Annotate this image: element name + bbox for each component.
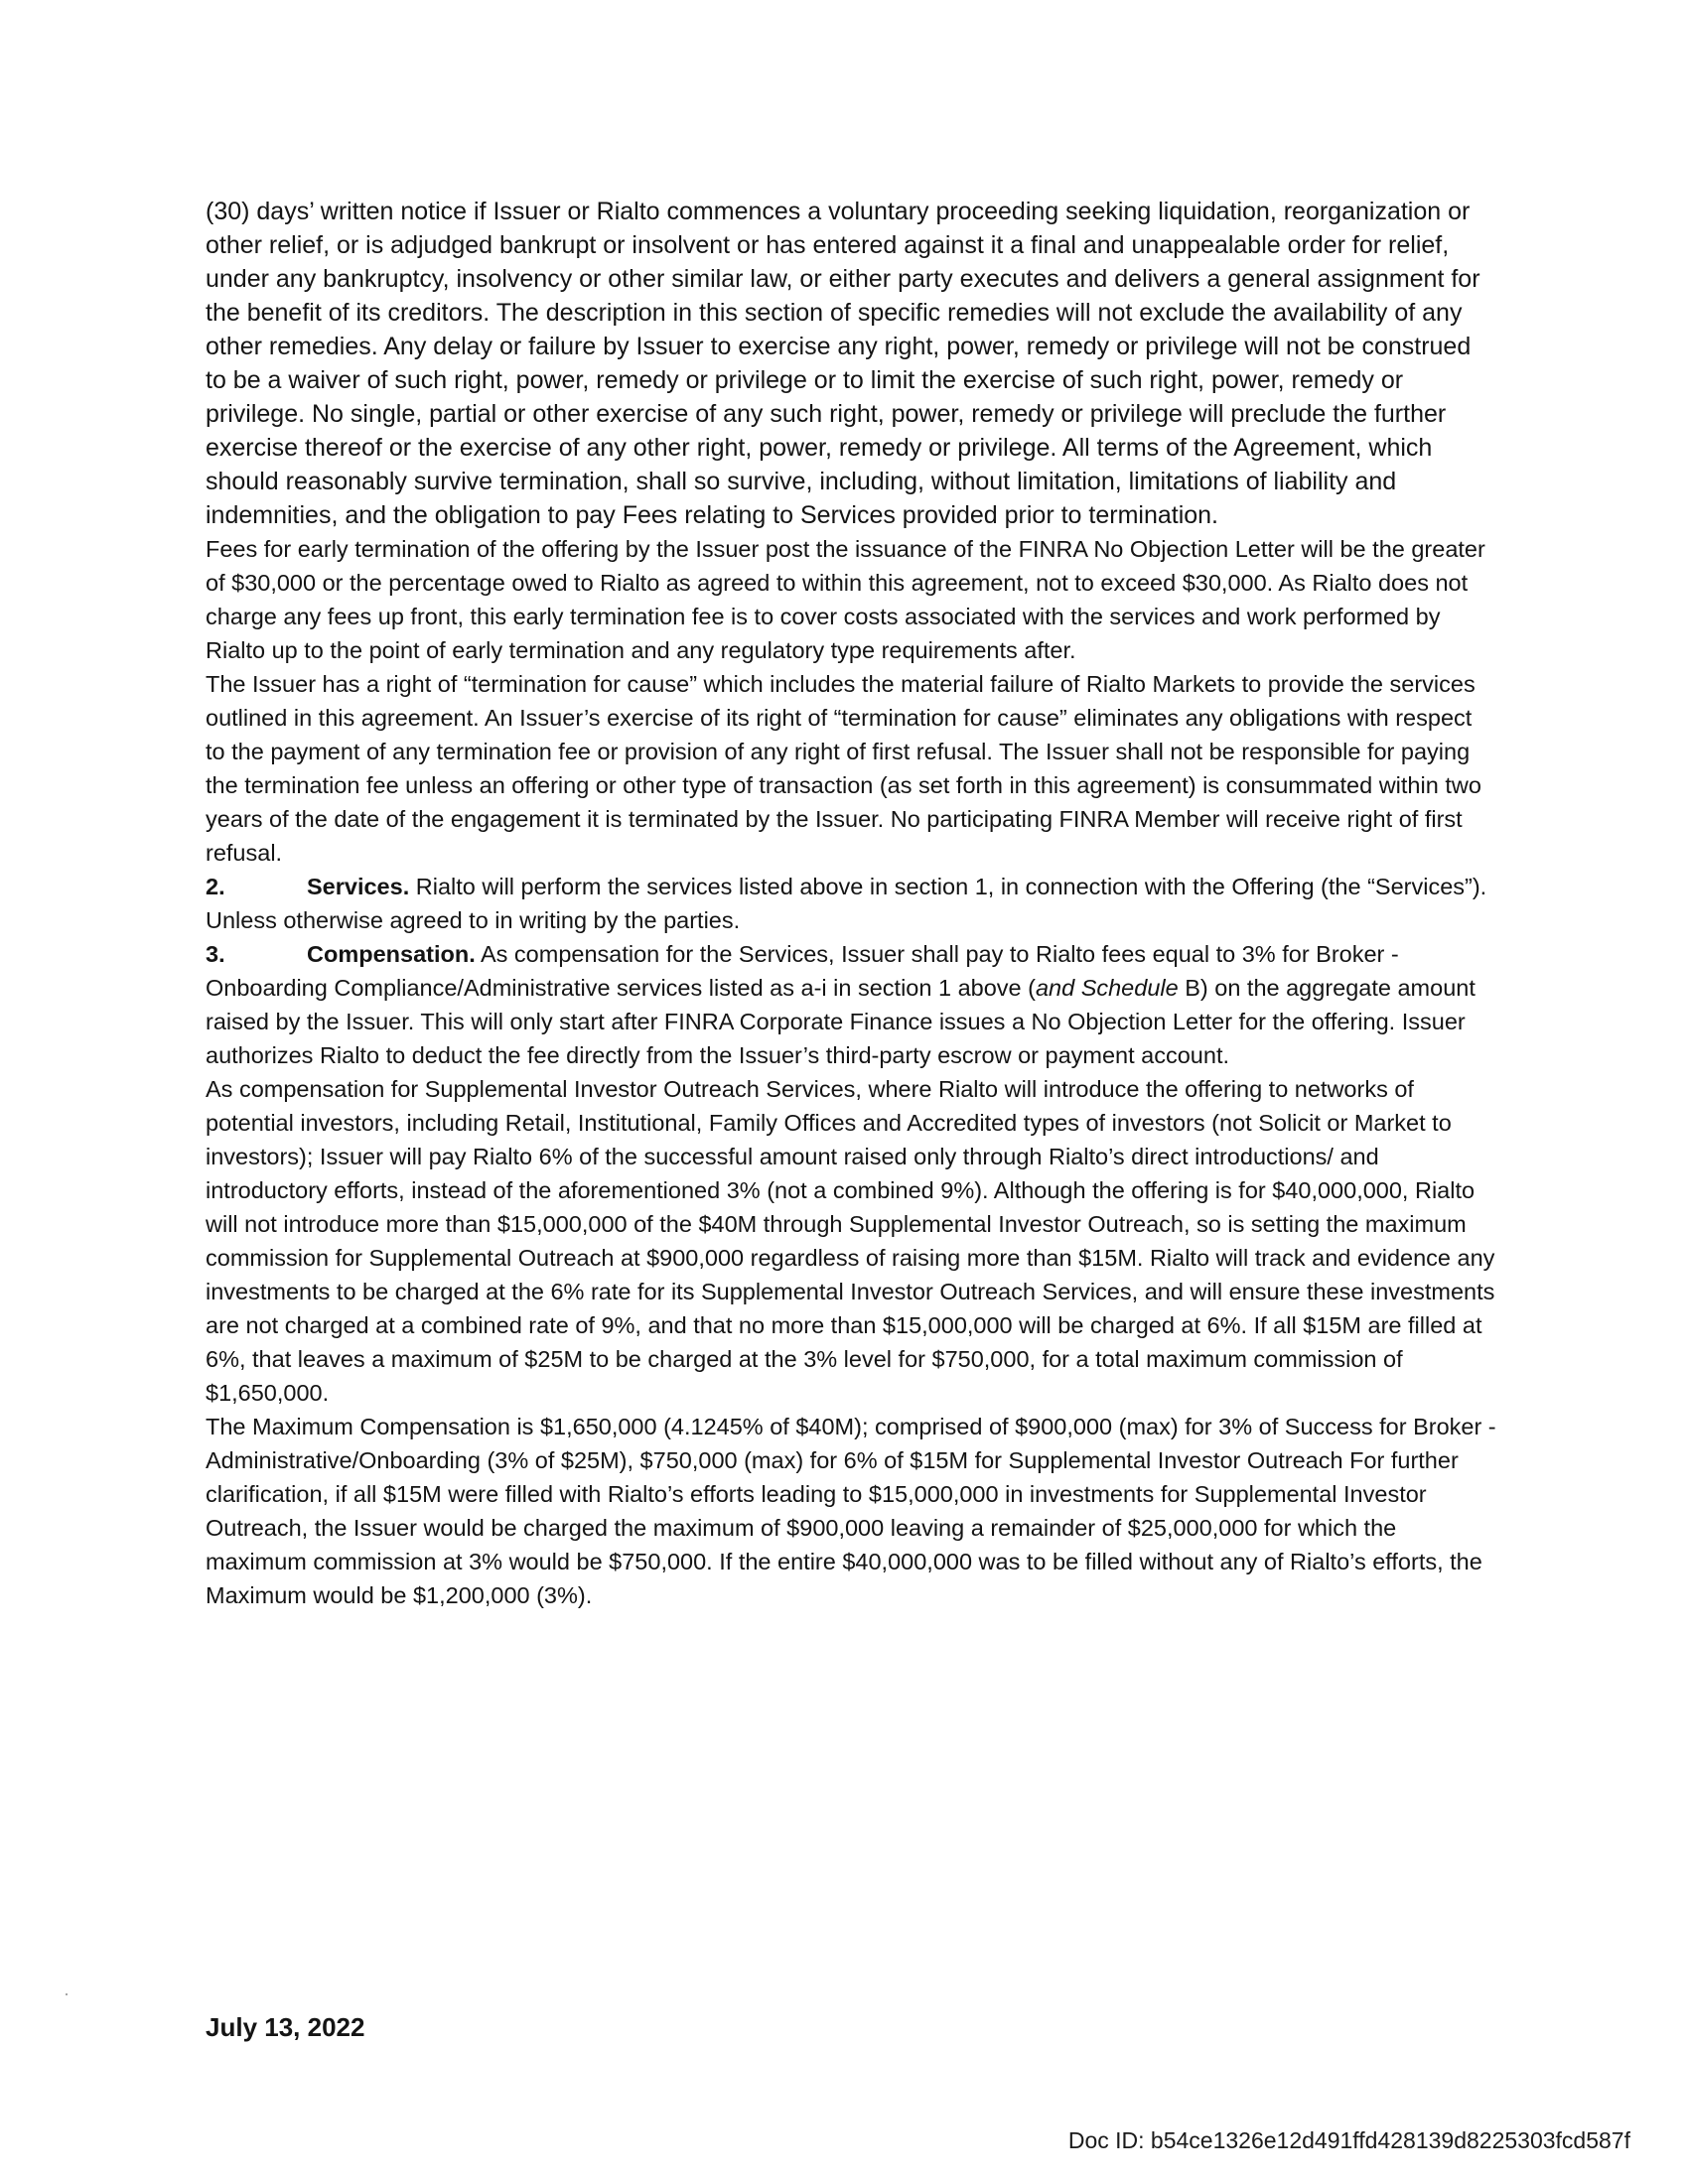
section-2-services <box>206 870 1496 937</box>
section-3-title: Compensation. <box>307 941 476 967</box>
termination-notice-paragraph: (30) days’ written notice if Issuer or Rialto commences a voluntary proceeding seeking liquidation, reorganization or other relief, or is adjudged bankrupt or insolvent or has entered against it a final and unappealable order for relief, under any bankruptcy, insolvency or other similar law, or either party executes and delivers a general assignment for the benefit of its creditors. The description in this section of specific remedies will not exclude the availability of any other remedies. Any delay or failure by Issuer to exercise any right, power, remedy or privilege will not be construed to be a waiver of such right, power, remedy or privilege or to limit the exercise of such right, power, remedy or privilege. No single, partial or other exercise of any such right, power, remedy or privilege will preclude the further exercise thereof or the exercise of any other right, power, remedy or privilege. All terms of the Agreement, which should reasonably survive termination, shall so survive, including, without limitation, limitations of liability and indemnities, and the obligation to pay Fees relating to Services provided prior to termination. <box>206 198 1480 529</box>
supplemental-outreach-paragraph: As compensation for Supplemental Investor Outreach Services, where Rialto will introduce the offering to networks of potential investors, including Retail, Institutional, Family Offices and Accredited types of investors (not Solicit or Market to investors); Issuer will pay Rialto 6% of the successful amount raised only through Rialto’s direct introductions/ and introductory efforts, instead of the aforementioned 3% (not a combined 9%). Although the offering is for $40,000,000, Rialto will not introduce more than $15,000,000 of the $40M through Supplemental Investor Outreach, so is setting the maximum commission for Supplemental Outreach at $900,000 regardless of raising more than $15M. Rialto will track and evidence any investments to be charged at the 6% rate for its Supplemental Investor Outreach Services, and will ensure these investments are not charged at a combined rate of 9%, and that no more than $15,000,000 will be charged at 6%. If all $15M are filled at 6%, that leaves a maximum of $25M to be charged at the 3% level for $750,000, for a total maximum commission of $1,650,000. <box>206 1076 1495 1406</box>
section-2-body: Rialto will perform the services listed above in section 1, in connection with the Offering (the “Services”). Unless otherwise agreed to in writing by the parties. <box>206 874 1487 933</box>
early-termination-fees-paragraph: Fees for early termination of the offering by the Issuer post the issuance of the FINRA No Objection Letter will be the greater of $30,000 or the percentage owed to Rialto as agreed to within this agreement, not to exceed $30,000. As Rialto does not charge any fees up front, this early termination fee is to cover costs associated with the services and work performed by Rialto up to the point of early termination and any regulatory type requirements after. <box>206 536 1485 663</box>
section-3-body-end: B) on the aggregate amount raised by the Issuer. This will only start after FINRA Corporate Finance issues a No Objection Letter for the offering. Issuer authorizes Rialto to deduct the fee directly from the Issuer’s third-party escrow or payment account. <box>206 975 1476 1068</box>
section-3-body-start: As compensation for the Services, Issuer shall pay to Rialto fees equal to 3% for Broker - Onboarding Compliance/Administrative services listed as a-i in section 1 above ( <box>206 941 1399 1001</box>
maximum-compensation-paragraph: The Maximum Compensation is $1,650,000 (4.1245% of $40M); comprised of $900,000 (max) for 3% of Success for Broker - Administrative/Onboarding (3% of $25M), $750,000 (max) for 6% of $15M for Supplemental Investor Outreach For further clarification, if all $15M were filled with Rialto’s efforts leading to $15,000,000 in investments for Supplemental Investor Outreach, the Issuer would be charged the maximum of $900,000 leaving a remainder of $25,000,000 for which the maximum commission at 3% would be $750,000. If the entire $40,000,000 was to be filled without any of Rialto’s efforts, the Maximum would be $1,200,000 (3%). <box>206 1414 1496 1608</box>
document-body <box>206 195 1496 1612</box>
section-3-compensation <box>206 937 1496 1072</box>
document-id-footer: Doc ID: b54ce1326e12d491ffd428139d8225303fcd587f <box>1067 2127 1630 2153</box>
section-3-body-italic: and Schedule <box>1035 975 1179 1001</box>
section-3-number: 3. <box>206 941 225 967</box>
termination-for-cause-paragraph: The Issuer has a right of “termination for cause” which includes the material failure of Rialto Markets to provide the services outlined in this agreement. An Issuer’s exercise of its right of “termination for cause” eliminates any obligations with respect to the payment of any termination fee or provision of any right of first refusal. The Issuer shall not be responsible for paying the termination fee unless an offering or other type of transaction (as set forth in this agreement) is consummated within two years of the date of the engagement it is terminated by the Issuer. No participating FINRA Member will receive right of first refusal. <box>206 671 1481 866</box>
section-2-title: Services. <box>307 874 410 899</box>
scan-speck <box>66 1993 68 1995</box>
document-date: July 13, 2022 <box>206 2012 365 2042</box>
section-2-number: 2. <box>206 874 225 899</box>
